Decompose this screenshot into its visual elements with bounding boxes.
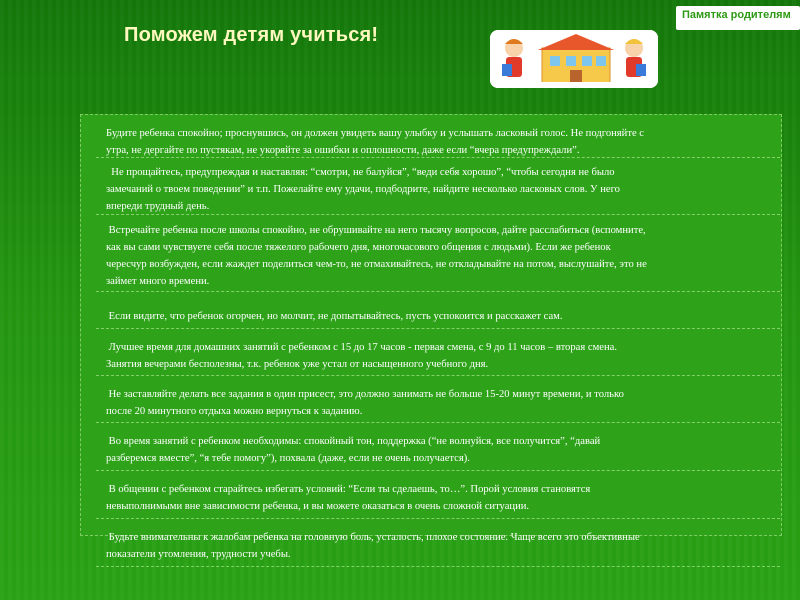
children-school-illustration (490, 30, 658, 88)
list-item (96, 339, 786, 373)
list-item (96, 481, 786, 515)
list-item (96, 433, 786, 467)
list-item (96, 125, 786, 159)
paragraph-line: займет много времени. (106, 276, 210, 287)
divider (96, 470, 780, 471)
paragraph-line: как вы сами чувствуете себя после тяжелого рабочего дня, многочасового общения с людьми). Если же ребенок (106, 242, 611, 253)
paragraph-line: Лучшее время для домашних занятий с ребенком с 15 до 17 часов - первая смена, с 9 до 11 часов – вторая смена. (108, 342, 617, 353)
divider (96, 157, 780, 158)
paragraph-line: чересчур возбужден, если жаждет поделиться чем-то, не отмахивайтесь, не откладывайте на потом, выслушайте, это не (106, 259, 647, 270)
paragraph-line: разберемся вместе”, “я тебе помогу”), похвала (даже, если не очень получается). (106, 453, 470, 464)
paragraph-line: впереди трудный день. (106, 201, 210, 212)
paragraph-line: замечаний о твоем поведении” и т.п. Пожелайте ему удачи, подбодрите, найдите несколько ласковых слов. У него (106, 184, 620, 195)
logo-text: Памятка родителям (682, 9, 791, 21)
divider (96, 566, 780, 567)
divider (96, 328, 780, 329)
paragraph-line: Не заставляйте делать все задания в один присест, это должно занимать не больше 15-20 минут времени, и только (108, 389, 624, 400)
paragraph-line: Занятия вечерами бесполезны, т.к. ребенок уже устал от насыщенного учебного дня. (106, 359, 489, 370)
paragraph-line: В общении с ребенком старайтесь избегать условий: “Если ты сделаешь, то…”. Порой условия становятся (108, 484, 591, 495)
list-item (96, 577, 786, 594)
paragraph-line: Если видите, что ребенок огорчен, но молчит, не допытывайтесь, пусть успокоится и расскажет сам. (108, 311, 563, 322)
divider (96, 518, 780, 519)
divider (96, 214, 780, 215)
list-item (96, 386, 786, 420)
paragraph-line: после 20 минутного отдыха можно вернуться к заданию. (106, 406, 363, 417)
divider (96, 422, 780, 423)
paragraph-line: Будите ребенка спокойно; проснувшись, он должен увидеть вашу улыбку и услышать ласковый голос. Не подгоняйте с (106, 128, 645, 139)
list-item (96, 222, 786, 290)
paragraph-line: утра, не дергайте по пустякам, не укоряйте за ошибки и оплошности, даже если “вчера предупреждали”. (106, 145, 580, 156)
paragraph-line: Будьте внимательны к жалобам ребенка на головную боль, усталость, плохое состояние. Чаще всего это объективные (108, 532, 640, 543)
paragraph-line: Во время занятий с ребенком необходимы: спокойный тон, поддержка (“не волнуйся, все получится”, “давай (108, 436, 601, 447)
slide-title: Поможем детям учиться! (124, 24, 379, 46)
divider (96, 375, 780, 376)
list-item (96, 308, 786, 325)
list-item (96, 164, 786, 215)
paragraph-line: Не прощайтесь, предупреждая и наставляя: “смотри, не балуйся”, “веди себя хорошо”, “чтобы сегодня не было (111, 167, 615, 178)
paragraph-line: показатели утомления, трудности учебы. (106, 549, 291, 560)
paragraph-line: невыполнимыми вне зависимости ребенка, и вы можете оказаться в очень сложной ситуации. (106, 501, 530, 512)
divider (96, 291, 780, 292)
illustration-image (490, 30, 658, 88)
paragraph-line: Встречайте ребенка после школы спокойно, не обрушивайте на него тысячу вопросов, дайте расслабиться (вспомните, (108, 225, 646, 236)
list-item (96, 529, 786, 563)
